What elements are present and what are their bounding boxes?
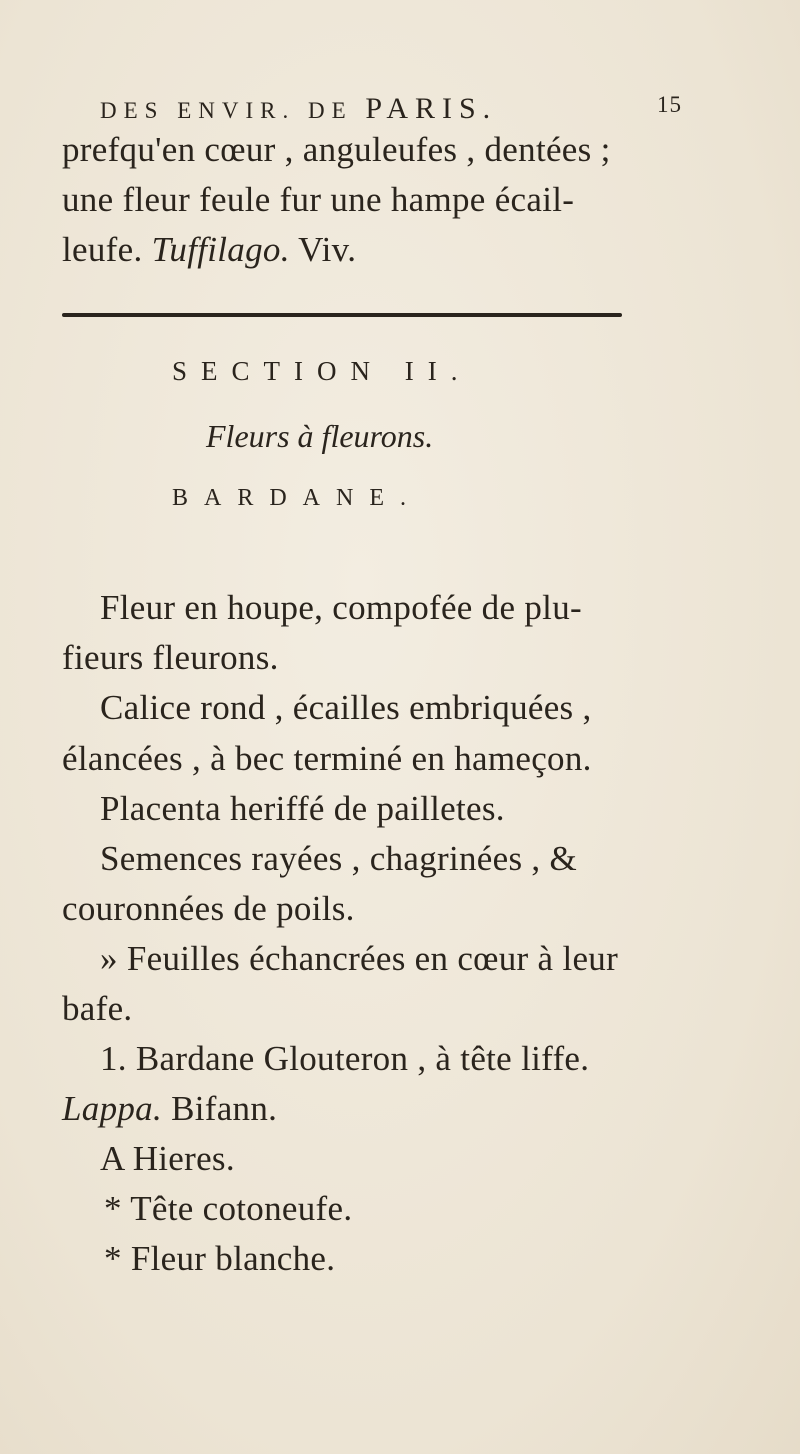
- text-line: fieurs fleurons.: [62, 638, 279, 677]
- text-line: élancées , à bec terminé en hameçon.: [62, 739, 592, 778]
- text-line: Calice rond , écailles embriquées ,: [100, 688, 592, 727]
- text-line: couronnées de poils.: [62, 889, 355, 928]
- header-left-text: DES ENVIR. DE: [100, 98, 353, 123]
- text-line: 1. Bardane Glouteron , à tête liffe.: [100, 1039, 590, 1078]
- text-line: Fleur en houpe, compofée de plu-: [100, 588, 582, 627]
- lappa-line: [62, 1091, 277, 1126]
- text-line: prefqu'en cœur , anguleufes , dentées ;: [62, 130, 611, 169]
- text-suffix: Viv.: [298, 230, 357, 269]
- section-subtitle: Fleurs à fleurons.: [206, 418, 434, 454]
- text-prefix: leufe.: [62, 230, 143, 269]
- latin-name: Tuffilago.: [151, 230, 290, 269]
- header-right-text: PARIS.: [365, 92, 498, 125]
- text-line: Placenta heriffé de pailletes.: [100, 789, 505, 828]
- tussilago-line: [62, 232, 356, 267]
- text-line: une fleur feule fur une hampe écail-: [62, 180, 575, 219]
- latin-name: Lappa.: [62, 1089, 163, 1128]
- running-header: [100, 92, 682, 126]
- text-line: A Hieres.: [100, 1139, 235, 1178]
- genus-heading: BARDANE.: [172, 485, 423, 511]
- text-line: * Tête cotoneufe.: [104, 1189, 353, 1228]
- page-number: 15: [657, 92, 682, 117]
- text-suffix: Bifann.: [171, 1089, 278, 1128]
- text-line: Semences rayées , chagrinées , &: [100, 839, 578, 878]
- section-divider: [62, 313, 622, 317]
- text-line: » Feuilles échancrées en cœur à leur: [100, 939, 619, 978]
- text-line: bafe.: [62, 989, 133, 1028]
- section-title: SECTION II.: [172, 356, 472, 386]
- text-line: * Fleur blanche.: [104, 1239, 336, 1278]
